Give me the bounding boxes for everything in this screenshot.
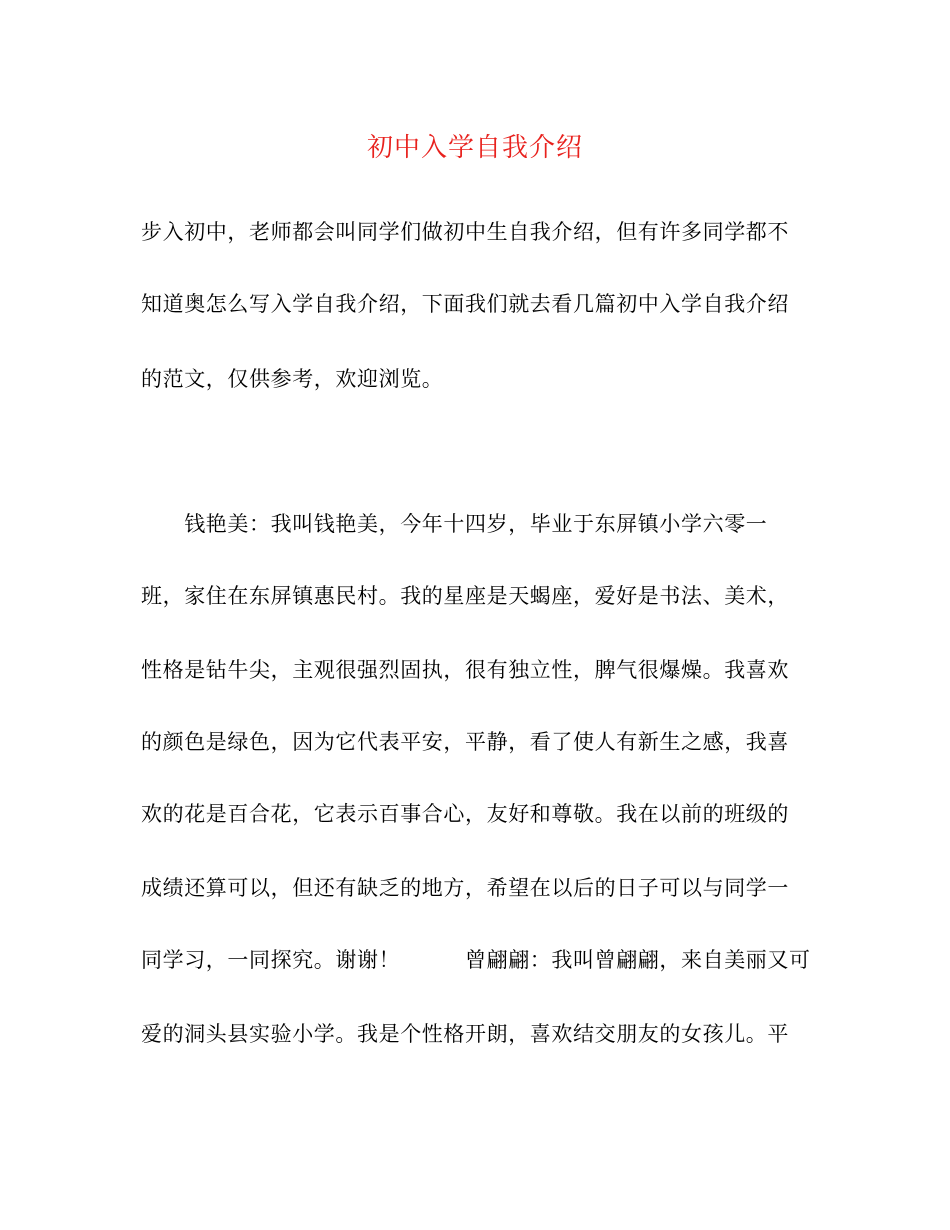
- body-line-8: 爱的洞头县实验小学。我是个性格开朗，喜欢结交朋友的女孩儿。平: [141, 1022, 789, 1046]
- body-line-1: 钱艳美：我叫钱艳美，今年十四岁，毕业于东屏镇小学六零一: [141, 512, 768, 536]
- body-line-3: 性格是钻牛尖，主观很强烈固执，很有独立性，脾气很爆燥。我喜欢: [141, 658, 789, 682]
- body-line-2: 班，家住在东屏镇惠民村。我的星座是天蝎座，爱好是书法、美术，: [141, 584, 789, 608]
- body-line-5: 欢的花是百合花，它表示百事合心，友好和尊敬。我在以前的班级的: [141, 802, 789, 826]
- body-line-4: 的颜色是绿色，因为它代表平安，平静，看了使人有新生之感，我喜: [141, 730, 789, 754]
- body-line-6: 成绩还算可以，但还有缺乏的地方，希望在以后的日子可以与同学一: [141, 876, 789, 900]
- intro-line-2: 知道奥怎么写入学自我介绍，下面我们就去看几篇初中入学自我介绍: [141, 292, 789, 316]
- document-title: 初中入学自我介绍: [366, 133, 583, 163]
- intro-line-3: 的范文，仅供参考，欢迎浏览。: [141, 367, 444, 391]
- intro-line-1: 步入初中，老师都会叫同学们做初中生自我介绍，但有许多同学都不: [141, 220, 789, 244]
- body-line-7: 同学习，一同探究。谢谢！ 曾翩翩：我叫曾翩翩，来自美丽又可: [141, 948, 811, 972]
